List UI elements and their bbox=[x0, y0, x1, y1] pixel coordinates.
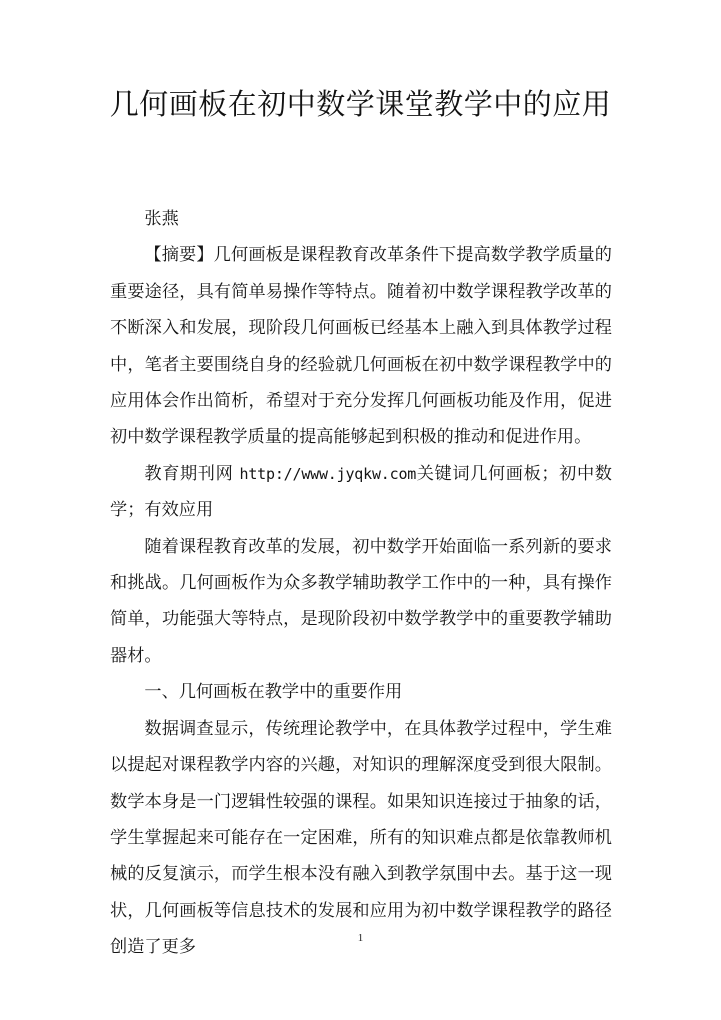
intro-paragraph: 随着课程教育改革的发展，初中数学开始面临一系列新的要求和挑战。几何画板作为众多教学辅助教学工作中的一种，具有操作简单，功能强大等特点，是现阶段初中数学教学中的重要教学辅助器材。 bbox=[110, 536, 612, 666]
document-title: 几何画板在初中数学课堂教学中的应用 bbox=[109, 87, 612, 121]
author-name: 张燕 bbox=[144, 209, 179, 229]
section-heading: 一、几何画板在教学中的重要作用 bbox=[144, 682, 403, 703]
keywords-text: 关键词几何画板；初中数学；有效应用 bbox=[110, 463, 612, 521]
keywords-paragraph bbox=[110, 456, 612, 529]
abstract-paragraph: 【摘要】几何画板是课程教育改革条件下提高数学教学质量的重要途径，具有简单易操作等特点。随着初中数学课程教学改革的不断深入和发展，现阶段几何画板已经基本上融入到具体教学过程中，笔者主要围绕自身的经验就几何画板在初中数学课程教学中的应用体会作出简析，希望对于充分发挥几何画板功能及作用，促进初中数学课程教学质量的提高能够起到积极的推动和促进作用。 bbox=[110, 245, 612, 448]
keywords-prefix: 教育期刊网 bbox=[144, 463, 240, 484]
document-body bbox=[110, 201, 612, 966]
section-paragraph: 数据调查显示，传统理论教学中，在具体教学过程中，学生难以提起对课程教学内容的兴趣，对知识的理解深度受到很大限制。数学本身是一门逻辑性较强的课程。如果知识连接过于抽象的话，学生掌握起来可能存在一定困难，所有的知识难点都是依靠教师机械的反复演示，而学生根本没有融入到教学氛围中去。基于这一现状，几何画板等信息技术的发展和应用为初中数学课程教学的路径创造了更多 bbox=[110, 718, 612, 958]
journal-url-link[interactable]: http://www.jyqkw.com bbox=[239, 464, 417, 483]
page-number: 1 bbox=[357, 932, 364, 944]
